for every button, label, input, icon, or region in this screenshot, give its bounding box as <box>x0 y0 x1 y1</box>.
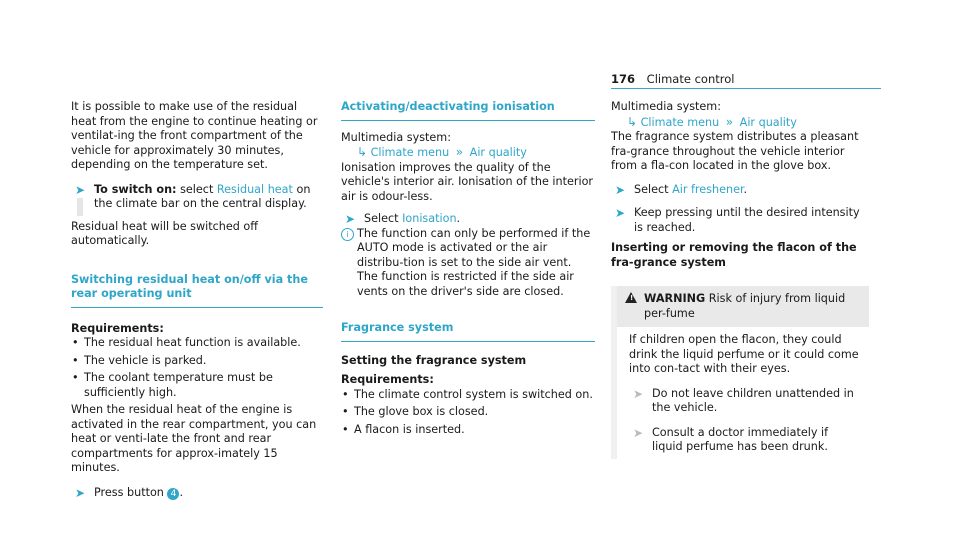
climate-menu-link[interactable]: Climate menu <box>640 115 720 129</box>
air-quality-link[interactable]: Air quality <box>469 146 527 159</box>
warning-step-1: ➤ Do not leave children unattended in the vehicle. <box>633 386 854 414</box>
requirements-list <box>341 388 595 438</box>
list-item: • The glove box is closed. <box>341 405 595 420</box>
step-arrow-icon: ➤ <box>633 425 644 440</box>
step-select-air-freshener: ➤ Select Air freshener. <box>615 182 748 197</box>
list-item: • A flacon is inserted. <box>341 423 595 438</box>
chevron-right-icon: » <box>455 145 464 159</box>
step-arrow-icon: ➤ <box>615 182 626 197</box>
multimedia-label: Multimedia system: <box>611 100 721 113</box>
column-1 <box>71 100 323 500</box>
rear-paragraph: When the residual heat of the engine is activated in the rear compartment, you can heat or venti-late the front and rear compartments for approx-imately 15 minutes. <box>71 403 317 474</box>
list-item: • The climate control system is switched on. <box>341 388 595 403</box>
ionisation-link[interactable]: Ionisation <box>402 212 457 225</box>
air-quality-link[interactable]: Air quality <box>739 115 797 129</box>
requirements-title: Requirements: <box>341 373 434 386</box>
warning-header <box>617 286 869 327</box>
section-heading-rear: Switching residual heat on/off via the rear operating unit <box>71 273 323 308</box>
list-item: • The residual heat function is available. <box>71 336 323 351</box>
step-arrow-icon: ➤ <box>633 386 644 401</box>
info-note: i The function can only be performed if the AUTO mode is activated or the air distribu-tion is set to the side air vent. The function is restricted if the side air vents on the driver's side are closed. <box>341 227 595 300</box>
climate-menu-link[interactable]: Climate menu <box>370 146 450 159</box>
return-arrow-icon: ↳ <box>357 145 368 159</box>
step-label: To switch on: <box>94 182 177 196</box>
warning-box <box>611 286 869 459</box>
page-number: 176 <box>611 72 636 86</box>
return-arrow-icon: ↳ <box>627 114 638 129</box>
warning-title: Risk of injury from liquid per-fume <box>644 292 846 320</box>
step-arrow-icon: ➤ <box>345 212 356 226</box>
multimedia-label: Multimedia system: <box>341 130 451 144</box>
button-number-badge: 4 <box>167 488 179 500</box>
air-freshener-link[interactable]: Air freshener <box>672 182 744 196</box>
requirements-title: Requirements: <box>71 321 164 335</box>
step-select-ionisation: ➤ Select Ionisation. <box>345 212 461 226</box>
step-switch-on: ➤ To switch on: select Residual heat on the climate bar on the central display. <box>71 183 323 212</box>
intro-paragraph: It is possible to make use of the residual heat from the engine to continue heating or ventilat-ing the front compartment of the vehicle for approximately 30 minutes, depending on the temperature set. <box>71 100 318 171</box>
warning-label: WARNING <box>644 292 706 305</box>
menu-path <box>341 145 595 161</box>
step-press-button: ➤ Press button 4 . <box>75 485 184 500</box>
fragrance-paragraph: The fragrance system distributes a pleasant fra-grance throughout the vehicle interior from a fla-con located in the glove box. <box>611 130 859 172</box>
menu-path <box>611 115 869 131</box>
page-header <box>611 72 734 87</box>
warning-triangle-icon: ! <box>625 292 637 303</box>
sub-heading-setting: Setting the fragrance system <box>341 353 527 367</box>
column-3 <box>611 100 869 459</box>
section-heading-fragrance: Fragrance system <box>341 321 595 342</box>
info-icon: i <box>341 228 354 241</box>
ionisation-paragraph: Ionisation improves the quality of the vehicle's interior air. Ionisation of the interior air is odour-less. <box>341 160 594 203</box>
step-arrow-icon: ➤ <box>75 182 86 197</box>
warning-text: If children open the flacon, they could drink the liquid perfume or it could come into con-tact with their eyes. <box>629 333 859 375</box>
step-arrow-icon: ➤ <box>75 485 86 500</box>
step-keep-pressing: ➤ Keep pressing until the desired intensity is reached. <box>615 206 860 234</box>
column-2 <box>341 100 595 440</box>
section-title: Climate control <box>646 72 735 86</box>
requirements-list <box>71 336 323 400</box>
step-arrow-icon: ➤ <box>615 206 626 220</box>
section-heading-ionisation: Activating/deactivating ionisation <box>341 100 595 121</box>
warning-step-2: ➤ Consult a doctor immediately if liquid perfume has been drunk. <box>633 425 829 453</box>
sub-heading-flacon: Inserting or removing the flacon of the fra-grance system <box>611 241 857 269</box>
chevron-right-icon: » <box>725 114 734 129</box>
list-item: • The coolant temperature must be sufficiently high. <box>71 371 323 400</box>
auto-off-paragraph: Residual heat will be switched off automatically. <box>71 219 258 247</box>
residual-heat-link[interactable]: Residual heat <box>216 182 293 196</box>
header-rule <box>611 88 881 89</box>
warning-body <box>617 327 869 459</box>
list-item: • The vehicle is parked. <box>71 354 323 369</box>
